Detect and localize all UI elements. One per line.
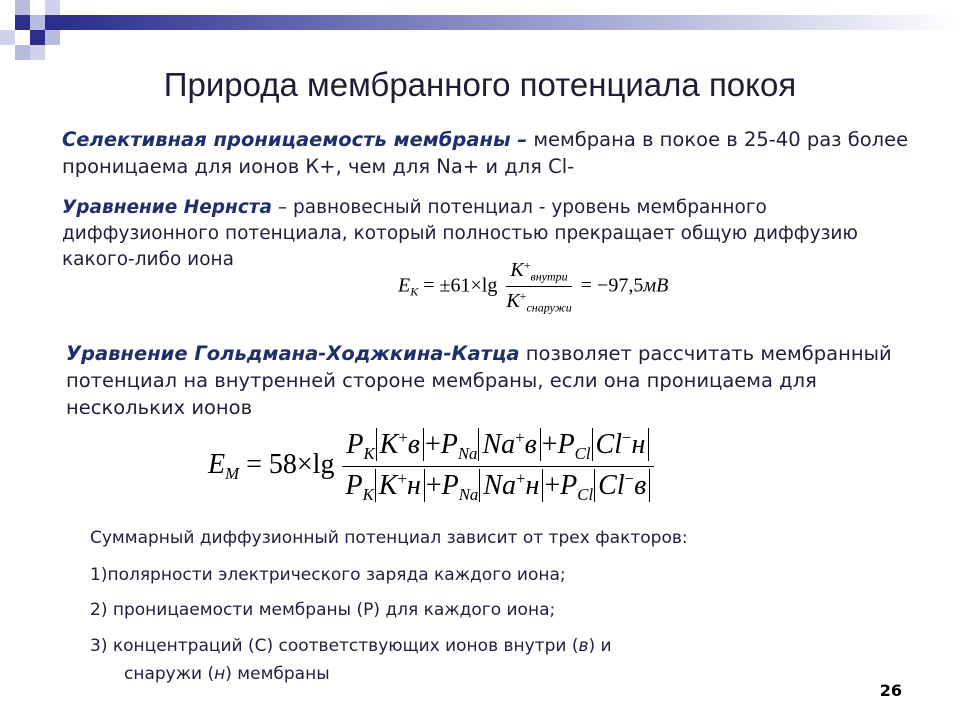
goldman-lhs-sub: M	[225, 463, 240, 483]
ion-na-num-loc: в	[524, 429, 537, 461]
goldman-numerator	[342, 428, 654, 467]
p-na-num-sub: Na	[457, 443, 478, 463]
selective-permeability-text: мембрана в покое в 25-40 раз более проницаема для ионов К+, чем для Na+ и для Cl-	[62, 128, 909, 178]
ion-na-num-sup: +	[515, 428, 525, 447]
ion-cl-den-loc: в	[634, 470, 647, 502]
goldman-lhs: E	[208, 448, 226, 480]
p-k-den-sub: K	[362, 484, 374, 504]
p-k-num: P	[346, 429, 364, 461]
nernst-fraction	[502, 258, 575, 316]
ion-cl-num-sup: −	[622, 428, 632, 447]
p-na-num: P	[440, 429, 458, 461]
nernst-lhs: E	[398, 274, 411, 297]
factor-item-3-in: в	[578, 636, 589, 656]
goldman-paragraph	[66, 340, 916, 421]
top-decoration	[0, 0, 960, 60]
plus-2: +	[541, 429, 558, 461]
factor-item-3-part-a: 3) концентраций (С) соответствующих ионов внутри (	[90, 636, 579, 656]
page-number: 26	[879, 681, 902, 700]
plus-3: +	[425, 470, 442, 502]
p-k-num-sub: K	[363, 443, 375, 463]
factor-item-3-part-c: ) и	[588, 636, 612, 656]
ion-cl-num: Cl	[595, 429, 622, 461]
goldman-fraction	[341, 428, 655, 505]
ion-k-den-loc: н	[406, 470, 421, 502]
ion-cl-num-loc: н	[631, 429, 646, 461]
factor-item-3-part-f: ) мембраны	[225, 664, 330, 684]
factors-intro: Суммарный диффузионный потенциал зависит от трех факторов:	[90, 528, 688, 548]
factor-item-1: 1)полярности электрического заряда каждого иона;	[90, 565, 566, 585]
plus-1: +	[424, 429, 441, 461]
factor-item-3-part-d: снаружи (	[124, 664, 215, 684]
goldman-text: позволяет рассчитать мембранный потенциал на внутренней стороне мембраны, если она проницаема для нескольких ионов	[66, 342, 892, 419]
nernst-unit: мВ	[643, 274, 669, 297]
nernst-num-sup: +	[523, 258, 531, 272]
nernst-num-sub: внутри	[530, 269, 568, 284]
selective-permeability-term: Селективная проницаемость мембраны –	[62, 128, 528, 151]
p-cl-num: P	[557, 429, 575, 461]
nernst-text: – равновесный потенциал - уровень мембранного диффузионного потенциала, который полностью прекращает общую диффузию какого-либо иона	[62, 197, 859, 270]
p-k-den: P	[345, 470, 363, 502]
goldman-denominator	[341, 467, 655, 505]
nernst-lhs-sub: K	[410, 284, 419, 299]
p-cl-num-sub: Cl	[574, 443, 591, 463]
factor-item-3-out: н	[214, 664, 226, 684]
p-cl-den: P	[560, 470, 578, 502]
factor-item-3	[90, 636, 612, 656]
ion-na-den-sup: +	[516, 468, 526, 488]
selective-permeability-paragraph	[62, 126, 912, 180]
goldman-coef: = 58×lg	[239, 448, 335, 480]
nernst-coef: = ±61×lg	[418, 274, 498, 297]
factor-item-3-cont	[124, 664, 330, 684]
ion-k-num-loc: в	[407, 429, 420, 461]
nernst-formula	[398, 258, 668, 316]
factor-item-2: 2) проницаемости мембраны (Р) для каждого иона;	[90, 600, 556, 620]
plus-4: +	[544, 470, 561, 502]
ion-na-den-loc: н	[525, 470, 540, 502]
ion-k-den: K	[378, 470, 398, 502]
ion-na-num: Na	[482, 429, 516, 461]
ion-na-den: Na	[483, 470, 517, 502]
ion-cl-den: Cl	[598, 470, 625, 502]
p-cl-den-sub: Cl	[577, 484, 594, 504]
nernst-den-sub: снаружи	[526, 300, 572, 315]
nernst-num: K	[510, 259, 524, 282]
goldman-term: Уравнение Гольдмана-Ходжкина-Катца	[66, 342, 520, 365]
slide-title: Природа мембранного потенциала покоя	[163, 66, 797, 103]
p-na-den: P	[441, 470, 459, 502]
ion-k-num-sup: +	[398, 428, 408, 447]
ion-k-den-sup: +	[397, 468, 407, 488]
p-na-den-sub: Na	[458, 484, 479, 504]
nernst-den-sup: +	[519, 289, 527, 304]
nernst-den: K	[506, 290, 520, 313]
goldman-formula	[208, 428, 655, 505]
ion-cl-den-sup: −	[624, 468, 635, 488]
nernst-term: Уравнение Нернста	[62, 197, 272, 218]
ion-k-num: K	[379, 429, 399, 461]
nernst-rhs: = −97,5	[575, 274, 644, 297]
